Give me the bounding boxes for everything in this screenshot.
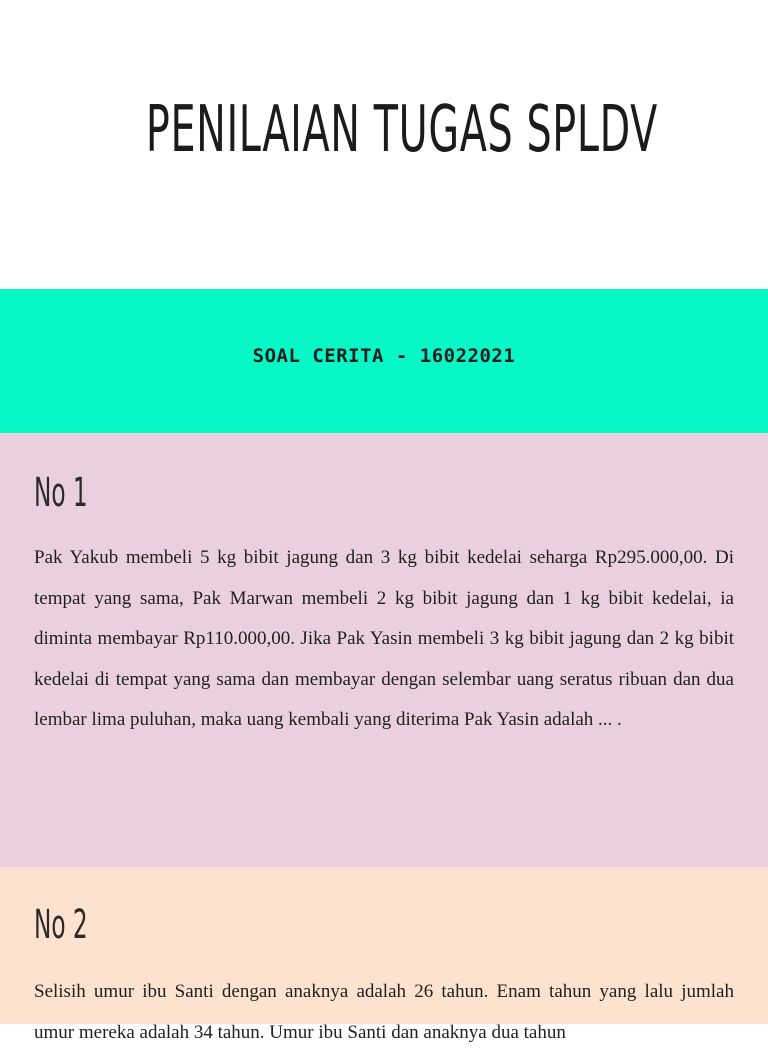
banner-text: SOAL CERITA - 16022021	[252, 345, 516, 367]
question-heading-2: No 2	[34, 902, 88, 948]
question-body-1: Pak Yakub membeli 5 kg bibit jagung dan 3 kg bibit kedelai seharga Rp295.000,00. Di tempat yang sama, Pak Marwan membeli 2 kg bibit jagung dan 1 kg bibit kedelai, ia diminta membayar Rp110.000,00. Jika Pak Yasin membeli 3 kg bibit jagung dan 2 kg bibit kedelai di tempat yang sama dan membayar dengan selembar uang seratus ribuan dan dua lembar lima puluhan, maka uang kembali yang diterima Pak Yasin adalah ... .	[34, 547, 734, 730]
page-title: PENILAIAN TUGAS SPLDV	[145, 93, 658, 167]
question-body-2: Selisih umur ibu Santi dengan anaknya adalah 26 tahun. Enam tahun yang lalu jumlah umur mereka adalah 34 tahun. Umur ibu Santi dan anaknya dua tahun	[34, 981, 734, 1043]
question-section-1	[0, 433, 768, 867]
header	[0, 0, 768, 289]
question-section-2	[0, 867, 768, 1043]
question-heading-1: No 1	[34, 470, 88, 516]
